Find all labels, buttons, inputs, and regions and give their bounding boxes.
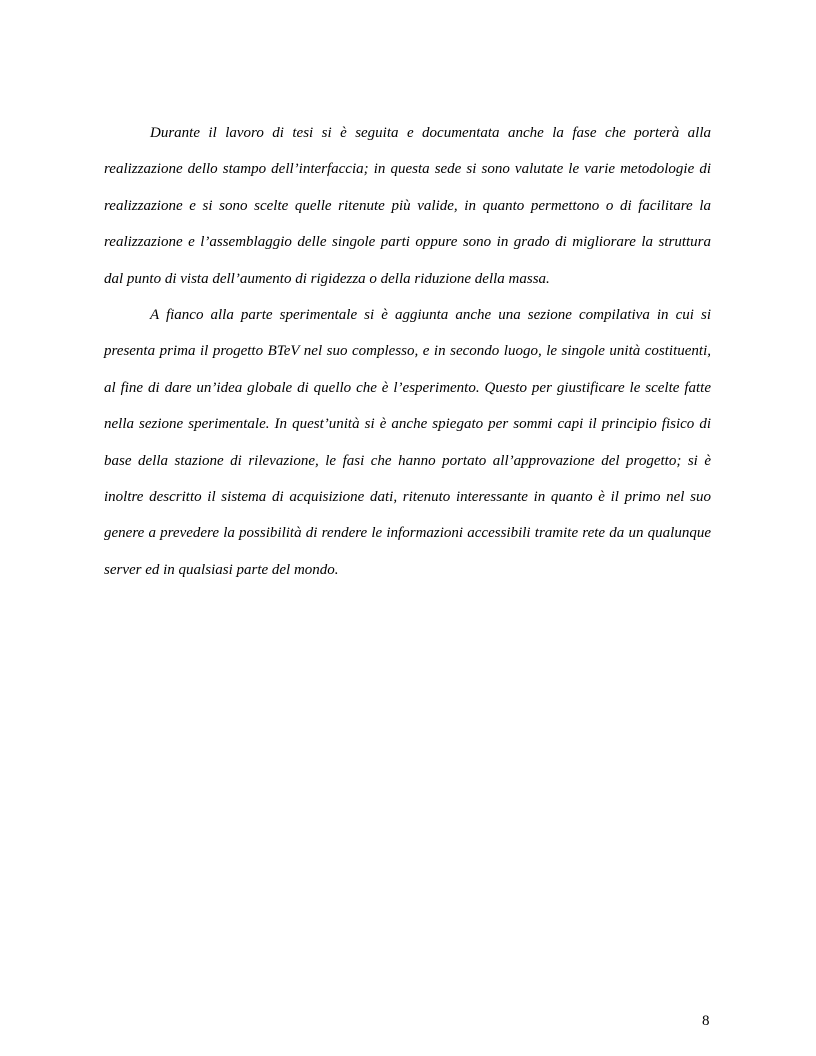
body-paragraph: A fianco alla parte sperimentale si è aggiunta anche una sezione compilativa in cui si presenta prima il progetto BTeV nel suo complesso, e in secondo luogo, le singole unità costituenti, al fine di dare un’idea globale di quello che è l’esperimento. Questo per giustificare le scelte fatte nella sezione sperimentale. In quest’unità si è anche spiegato per sommi capi il principio fisico di base della stazione di rilevazione, le fasi che hanno portato all’approvazione del progetto; si è inoltre descritto il sistema di acquisizione dati, ritenuto interessante in quanto è il primo nel suo genere a prevedere la possibilità di rendere le informazioni accessibili tramite rete da un qualunque server ed in qualsiasi parte del mondo. (104, 307, 711, 578)
page-number: 8 (702, 1013, 710, 1029)
body-paragraph: Durante il lavoro di tesi si è seguita e documentata anche la fase che porterà alla realizzazione dello stampo dell’interfaccia; in questa sede si sono valutate le varie metodologie di realizzazione e si sono scelte quelle ritenute più valide, in quanto permettono o di facilitare la realizzazione e l’assemblaggio delle singole parti oppure sono in grado di migliorare la struttura dal punto di vista dell’aumento di rigidezza o della riduzione della massa. (104, 125, 711, 287)
document-body (104, 115, 711, 588)
